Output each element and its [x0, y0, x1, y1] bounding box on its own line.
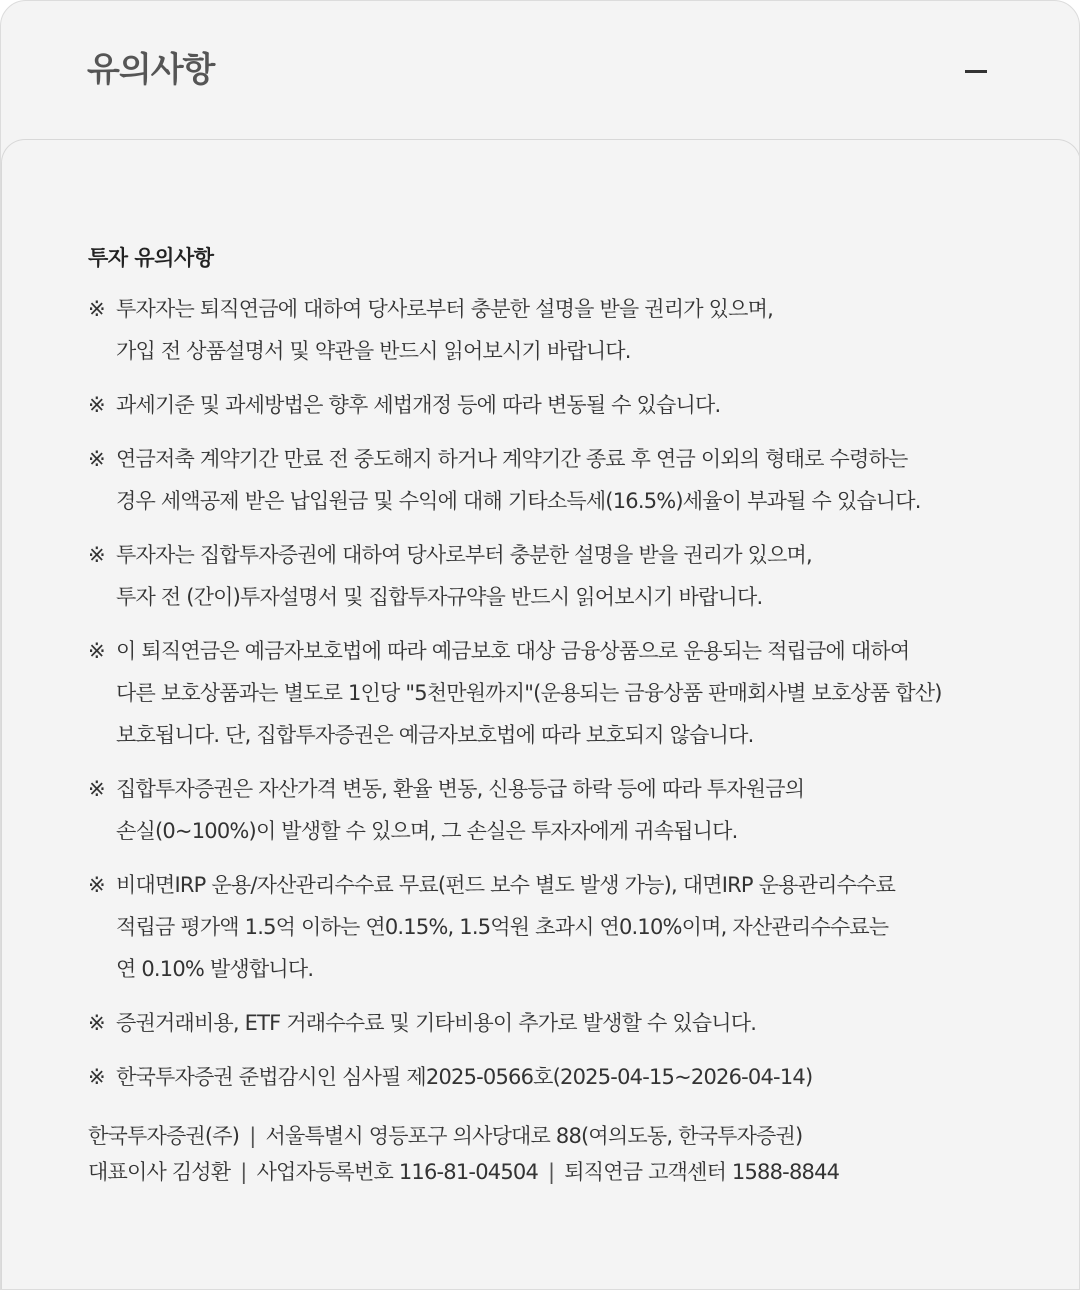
note-mark: ※: [88, 297, 105, 321]
note-line: 보호됩니다. 단, 집합투자증권은 예금자보호법에 따라 보호되지 않습니다.: [116, 723, 754, 747]
business-number: 사업자등록번호 116-81-04504: [256, 1160, 539, 1184]
note-item: [88, 630, 1048, 756]
note-mark: ※: [88, 543, 105, 567]
note-line: 투자 전 (간이)투자설명서 및 집합투자규약을 반드시 읽어보시기 바랍니다.: [116, 585, 763, 609]
footer-separator: |: [240, 1160, 247, 1184]
note-line: 손실(0~100%)이 발생할 수 있으며, 그 손실은 투자자에게 귀속됩니다.: [116, 819, 738, 843]
note-item: [88, 1002, 1048, 1044]
note-item: [88, 384, 1048, 426]
company-ceo: 대표이사 김성환: [88, 1160, 231, 1184]
accordion-title: 유의사항: [87, 50, 215, 90]
note-line: 투자자는 집합투자증권에 대하여 당사로부터 충분한 설명을 받을 권리가 있으며,: [116, 543, 812, 567]
note-line: 연금저축 계약기간 만료 전 중도해지 하거나 계약기간 종료 후 연금 이외의 형태로 수령하는: [116, 447, 908, 471]
note-line: 적립금 평가액 1.5억 이하는 연0.15%, 1.5억원 초과시 연0.10%이며, 자산관리수수료는: [116, 915, 889, 939]
section-title: 투자 유의사항: [88, 246, 214, 270]
note-item: [88, 438, 1048, 522]
note-mark: ※: [88, 777, 105, 801]
footer-separator: |: [548, 1160, 555, 1184]
note-item: [88, 768, 1048, 852]
note-mark: ※: [88, 447, 105, 471]
note-line: 투자자는 퇴직연금에 대하여 당사로부터 충분한 설명을 받을 권리가 있으며,: [116, 297, 773, 321]
note-line: 이 퇴직연금은 예금자보호법에 따라 예금보호 대상 금융상품으로 운용되는 적립금에 대하여: [116, 639, 910, 663]
footer-line-2: [88, 1154, 839, 1190]
minus-icon[interactable]: [961, 53, 993, 89]
note-mark: ※: [88, 1065, 105, 1089]
minus-icon-bar: [965, 70, 987, 73]
note-line: 한국투자증권 준법감시인 심사필 제2025-0566호(2025-04-15~2026-04-14): [116, 1065, 813, 1089]
note-mark: ※: [88, 873, 105, 897]
note-item: [88, 1056, 1048, 1098]
accordion-content: [1, 139, 1080, 1290]
note-line: 가입 전 상품설명서 및 약관을 반드시 읽어보시기 바랍니다.: [116, 339, 631, 363]
note-line: 연 0.10% 발생합니다.: [116, 957, 314, 981]
footer-separator: |: [249, 1124, 256, 1148]
note-line: 경우 세액공제 받은 납입원금 및 수익에 대해 기타소득세(16.5%)세율이 부과될 수 있습니다.: [116, 489, 921, 513]
footer-line-1: [88, 1118, 839, 1154]
note-item: [88, 864, 1048, 990]
notes-list: [88, 288, 1048, 1110]
company-name: 한국투자증권(주): [88, 1124, 240, 1148]
note-item: [88, 288, 1048, 372]
note-line: 다른 보호상품과는 별도로 1인당 "5천만원까지"(운용되는 금융상품 판매회사별 보호상품 합산): [116, 681, 942, 705]
accordion-header[interactable]: [1, 1, 1079, 141]
note-item: [88, 534, 1048, 618]
note-line: 집합투자증권은 자산가격 변동, 환율 변동, 신용등급 하락 등에 따라 투자원금의: [116, 777, 805, 801]
note-line: 비대면IRP 운용/자산관리수수료 무료(펀드 보수 별도 발생 가능), 대면IRP 운용관리수수료: [116, 873, 896, 897]
call-center: 퇴직연금 고객센터 1588-8844: [564, 1160, 840, 1184]
note-line: 증권거래비용, ETF 거래수수료 및 기타비용이 추가로 발생할 수 있습니다.: [116, 1011, 757, 1035]
company-address: 서울특별시 영등포구 의사당대로 88(여의도동, 한국투자증권): [265, 1124, 803, 1148]
note-mark: ※: [88, 393, 105, 417]
note-line: 과세기준 및 과세방법은 향후 세법개정 등에 따라 변동될 수 있습니다.: [116, 393, 721, 417]
note-mark: ※: [88, 639, 105, 663]
company-footer: [88, 1118, 839, 1190]
note-mark: ※: [88, 1011, 105, 1035]
